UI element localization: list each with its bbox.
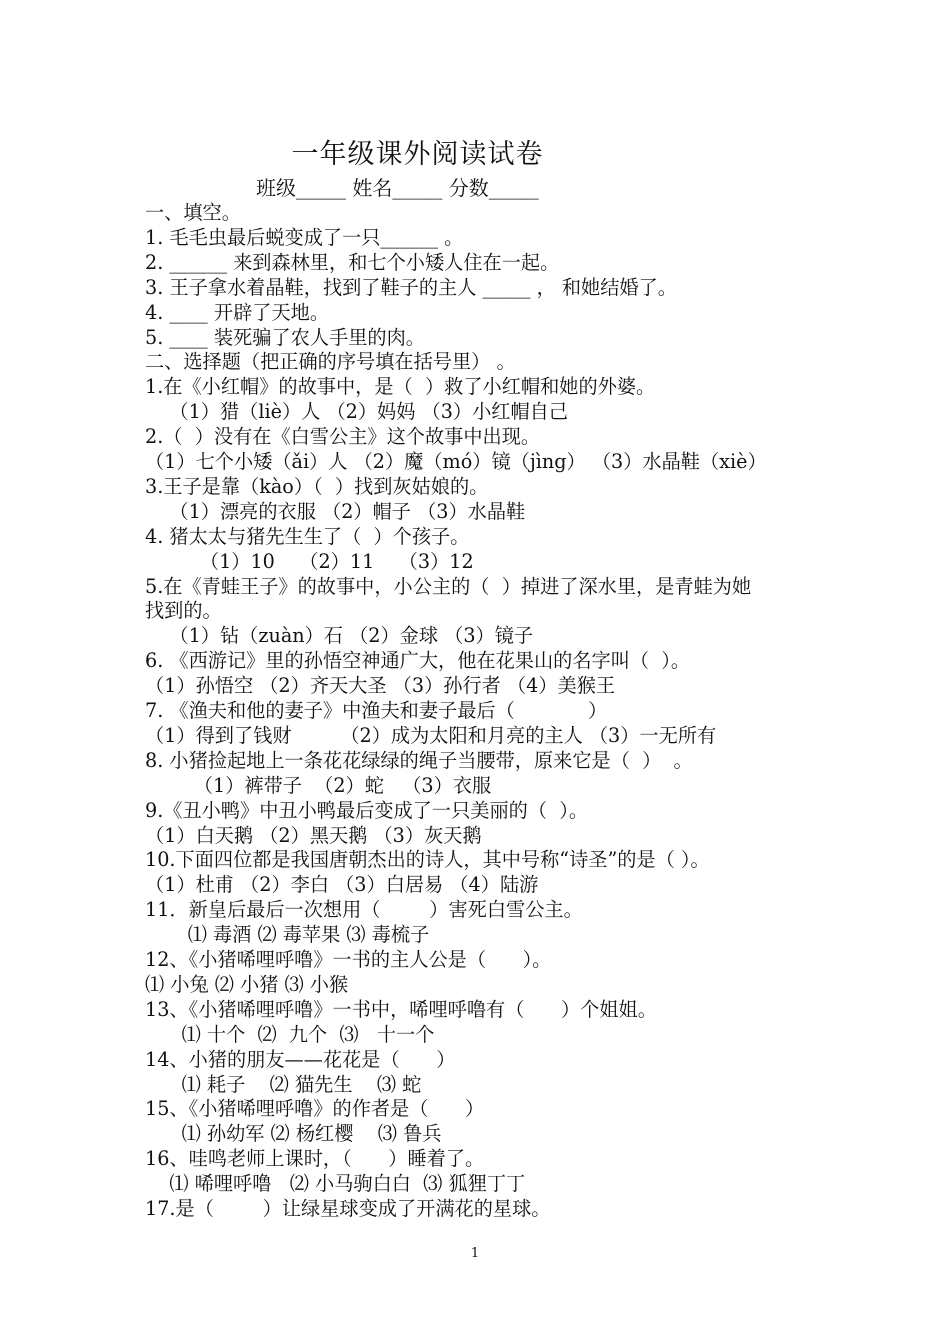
- text-line: 15、《小猪唏哩呼噜》的作者是（ ）: [145, 1097, 485, 1121]
- text-line: 2.（ ）没有在《白雪公主》这个故事中出现。: [145, 425, 541, 449]
- text-line: 4. ____ 开辟了天地。: [145, 300, 330, 324]
- text-line: 10.下面四位都是我国唐朝杰出的诗人，其中号称“诗圣”的是（ ）。: [145, 848, 710, 872]
- text-line: 2. ______ 来到森林里，和七个小矮人住在一起。: [145, 250, 560, 274]
- text-line: （1）七个小矮（ǎi）人 （2）魔（mó）镜（jìng） （3）水晶鞋（xiè）: [145, 450, 767, 473]
- text-line: 14、小猪的朋友——花花是（ ）: [145, 1047, 456, 1071]
- student-info-line: 班级_____ 姓名_____ 分数_____: [256, 176, 539, 200]
- text-line: ⑴ 十个 ⑵ 九个 ⑶ 十一个: [145, 1022, 435, 1046]
- text-line: （1）10 （2）11 （3）12: [145, 549, 474, 573]
- text-line: 12、《小猪唏哩呼噜》一书的主人公是（ ）。: [145, 948, 552, 971]
- text-line: （1）杜甫 （2）李白 （3）白居易 （4）陆游: [145, 873, 539, 897]
- text-line: （1）裤带子 （2）蛇 （3）衣服: [145, 773, 492, 797]
- text-line: （1）孙悟空 （2）齐天大圣 （3）孙行者 （4）美猴王: [145, 674, 616, 698]
- text-line: 3.王子是靠（kào）（ ）找到灰姑娘的。: [145, 474, 489, 498]
- text-line: ⑴ 唏哩呼噜 ⑵ 小马驹白白 ⑶ 狐狸丁丁: [145, 1172, 526, 1196]
- text-line: 4. 猪太太与猪先生生了（ ）个孩子。: [145, 524, 470, 548]
- text-line: 二、选择题（把正确的序号填在括号里） 。: [145, 350, 516, 374]
- text-line: 11．新皇后最后一次想用（ ）害死白雪公主。: [145, 898, 583, 922]
- text-line: （1）得到了钱财 （2）成为太阳和月亮的主人 （3）一无所有: [145, 723, 717, 747]
- text-line: 6. 《西游记》里的孙悟空神通广大，他在花果山的名字叫（ ）。: [145, 649, 691, 673]
- text-line: 找到的。: [145, 599, 222, 623]
- text-line: 8. 小猪捡起地上一条花花绿绿的绳子当腰带，原来它是（ ） 。: [145, 748, 693, 772]
- page-number: 1: [470, 1246, 480, 1261]
- text-line: ⑴ 孙幼军 ⑵ 杨红樱 ⑶ 鲁兵: [145, 1122, 442, 1146]
- text-line: 16、哇鸣老师上课时，（ ）睡着了。: [145, 1147, 485, 1171]
- text-line: 17.是（ ）让绿星球变成了开满花的星球。: [145, 1197, 551, 1220]
- text-line: 1.在《小红帽》的故事中，是（ ）救了小红帽和她的外婆。: [145, 375, 656, 399]
- text-line: 5. ____ 装死骗了农人手里的肉。: [145, 325, 425, 349]
- text-line: 13、《小猪唏哩呼噜》一书中，唏哩呼噜有（ ）个姐姐。: [145, 997, 657, 1021]
- text-line: 7. 《渔夫和他的妻子》中渔夫和妻子最后（ ）: [145, 699, 608, 722]
- text-line: ⑴ 小兔 ⑵ 小猪 ⑶ 小猴: [145, 972, 349, 996]
- text-line: 一、填空。: [145, 201, 241, 224]
- text-line: （1）漂亮的衣服 （2）帽子 （3）水晶鞋: [145, 499, 526, 523]
- text-line: 5.在《青蛙王子》的故事中，小公主的（ ）掉进了深水里，是青蛙为她: [145, 574, 752, 598]
- text-line: 3. 王子拿水着晶鞋，找到了鞋子的主人 _____ ， 和她结婚了。: [145, 275, 677, 299]
- text-line: ⑴ 毒酒 ⑵ 毒苹果 ⑶ 毒梳子: [145, 923, 430, 947]
- text-line: （1）白天鹅 （2）黑天鹅 （3）灰天鹅: [145, 823, 482, 847]
- page-title: 一年级课外阅读试卷: [291, 139, 544, 170]
- text-line: 9.《丑小鸭》中丑小鸭最后变成了一只美丽的（ ）。: [145, 798, 589, 822]
- text-line: （1）猎（liè）人 （2）妈妈 （3）小红帽自己: [145, 400, 569, 424]
- text-line: 1. 毛毛虫最后蜕变成了一只______ 。: [145, 225, 464, 249]
- text-line: （1）钻（zuàn）石 （2）金球 （3）镜子: [145, 624, 534, 648]
- text-line: ⑴ 耗子 ⑵ 猫先生 ⑶ 蛇: [145, 1072, 422, 1096]
